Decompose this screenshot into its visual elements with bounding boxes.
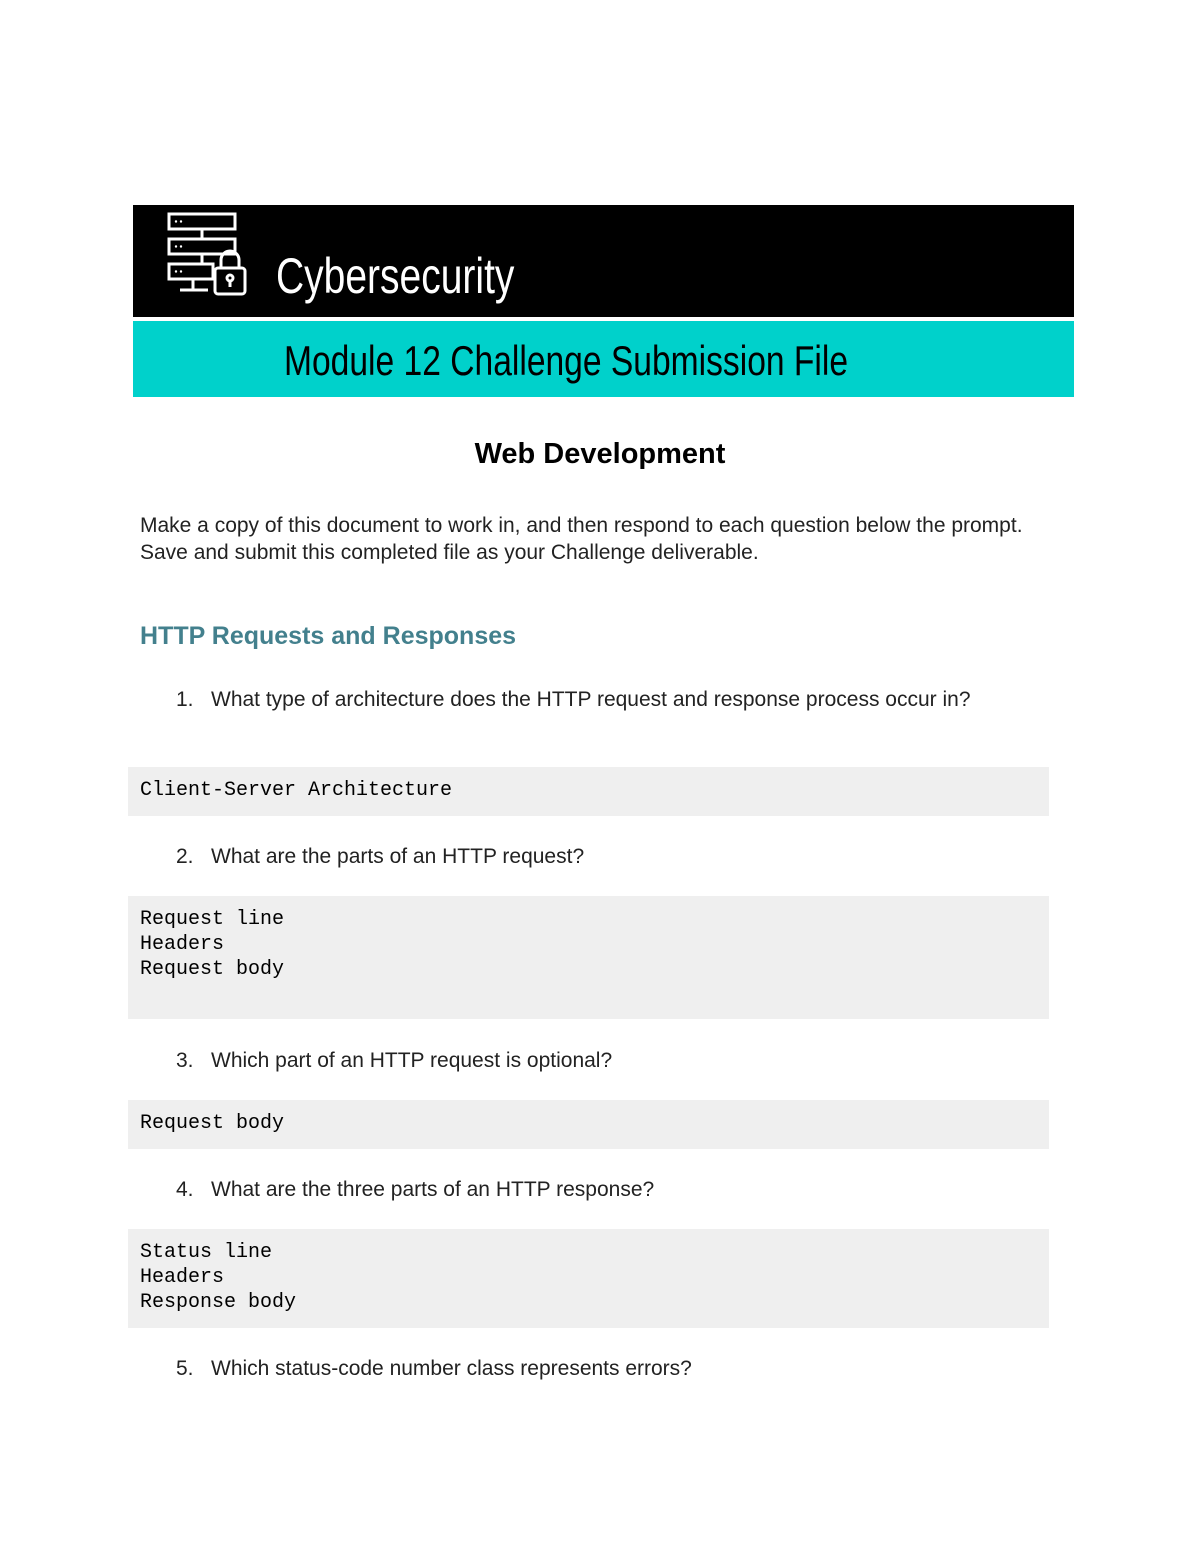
answer-line: Status line bbox=[140, 1241, 273, 1264]
question-item bbox=[176, 686, 1036, 713]
question-text: What type of architecture does the HTTP request and response process occur in? bbox=[211, 688, 971, 711]
question-number: 4. bbox=[176, 1178, 194, 1201]
intro-paragraph: Make a copy of this document to work in, and then respond to each question below the prompt. Save and submit this completed file as your Challenge deliverable. bbox=[140, 514, 1023, 564]
question-text: Which part of an HTTP request is optional? bbox=[211, 1049, 613, 1072]
question-item bbox=[176, 1176, 1036, 1203]
question-item bbox=[176, 1047, 1036, 1074]
question-number: 1. bbox=[176, 688, 194, 711]
brand-title: Cybersecurity bbox=[276, 248, 515, 304]
question-number: 5. bbox=[176, 1357, 194, 1380]
question-text: Which status-code number class represents errors? bbox=[211, 1357, 692, 1380]
question-number: 2. bbox=[176, 845, 194, 868]
answer-line: Client-Server Architecture bbox=[140, 779, 453, 802]
section-heading: HTTP Requests and Responses bbox=[140, 622, 517, 650]
answer-line: Request body bbox=[140, 958, 285, 981]
document-title: Web Development bbox=[474, 438, 726, 470]
answer-box[interactable] bbox=[128, 767, 1049, 816]
question-text: What are the parts of an HTTP request? bbox=[211, 845, 585, 868]
answer-line: Response body bbox=[140, 1291, 297, 1314]
answer-line: Headers bbox=[140, 933, 225, 956]
question-text: What are the three parts of an HTTP response? bbox=[211, 1178, 655, 1201]
answer-box[interactable] bbox=[128, 1229, 1049, 1328]
header-banner bbox=[133, 205, 1074, 317]
answer-line: Headers bbox=[140, 1266, 225, 1289]
answer-box[interactable] bbox=[128, 1100, 1049, 1149]
server-lock-icon bbox=[166, 212, 252, 298]
answer-line: Request body bbox=[140, 1112, 285, 1135]
answer-box[interactable] bbox=[128, 896, 1049, 1019]
answer-line: Request line bbox=[140, 908, 285, 931]
question-item bbox=[176, 1355, 1036, 1382]
module-title: Module 12 Challenge Submission File bbox=[284, 337, 849, 384]
question-number: 3. bbox=[176, 1049, 194, 1072]
question-item bbox=[176, 843, 1036, 870]
